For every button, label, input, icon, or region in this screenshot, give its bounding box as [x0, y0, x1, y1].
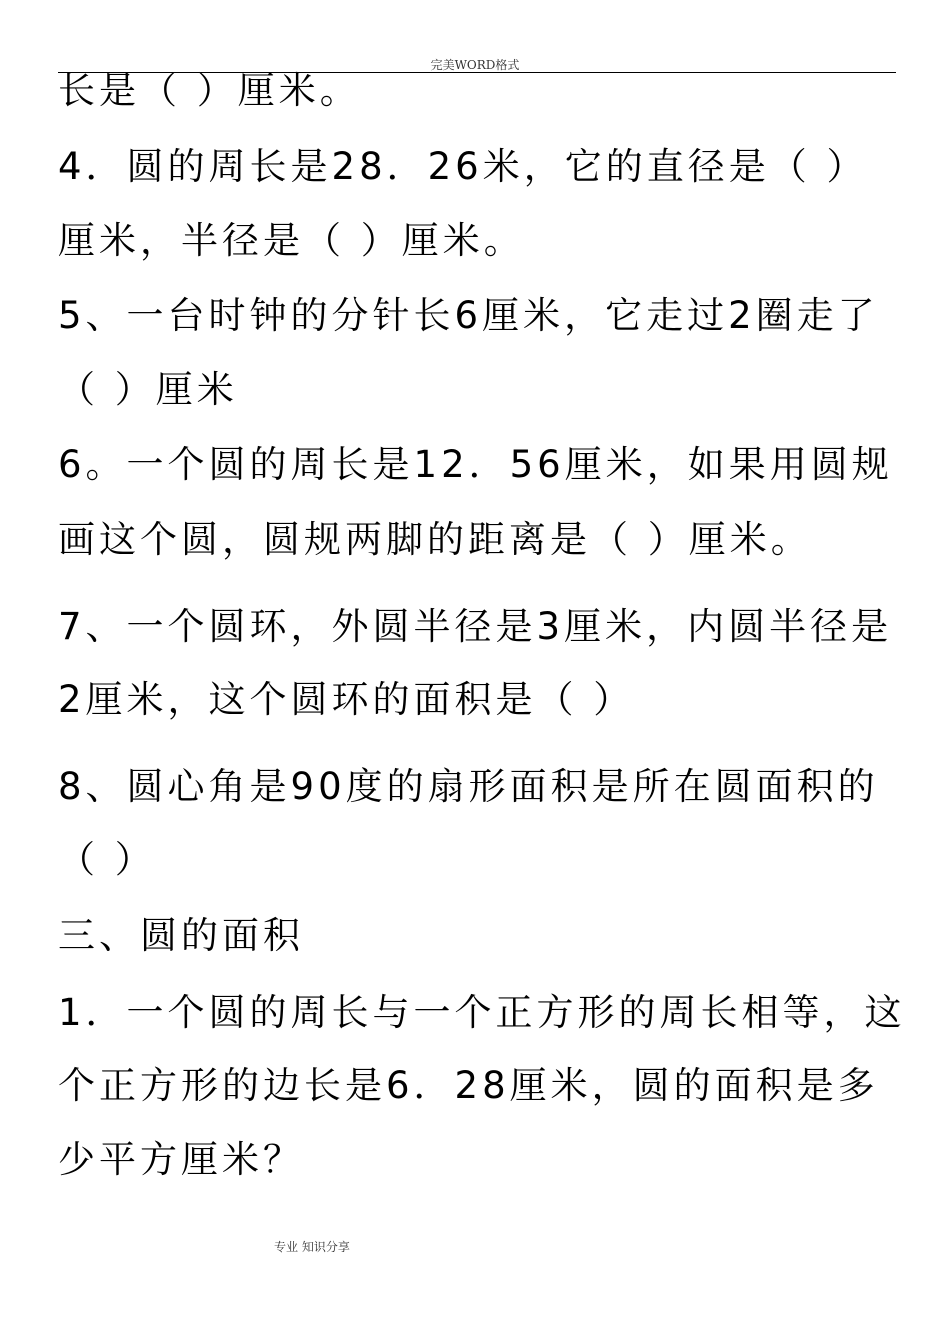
section-q1-line-3: 少平方厘米？: [58, 1138, 304, 1181]
question-5-line-1: 5、一台时钟的分针长6厘米，它走过2圈走了: [58, 294, 879, 337]
question-5-line-2: （ ）厘米: [58, 368, 238, 411]
question-7-line-2: 2厘米，这个圆环的面积是（ ）: [58, 678, 635, 721]
page-footer: 专业 知识分享: [274, 1240, 350, 1254]
question-7-line-1: 7、一个圆环，外圆半径是3厘米，内圆半径是: [58, 605, 893, 648]
question-8-line-2: （ ）: [58, 838, 156, 881]
section-q1-line-1: 1．一个圆的周长与一个正方形的周长相等，这: [58, 991, 906, 1034]
page-header: 完美WORD格式: [430, 58, 520, 72]
question-6-line-1: 6。一个圆的周长是12．56厘米，如果用圆规: [58, 443, 893, 486]
question-8-line-1: 8、圆心角是90度的扇形面积是所在圆面积的: [58, 765, 879, 808]
question-6-line-2: 画这个圆，圆规两脚的距离是（ ）厘米。: [58, 518, 812, 561]
text-line: 长是（ ）厘米。: [58, 69, 361, 112]
question-4-line-2: 厘米，半径是（ ）厘米。: [58, 219, 525, 262]
section-heading: 三、圆的面积: [58, 914, 304, 957]
section-q1-line-2: 个正方形的边长是6．28厘米，圆的面积是多: [58, 1064, 879, 1107]
question-4-line-1: 4．圆的周长是28．26米，它的直径是（ ）: [58, 145, 868, 188]
